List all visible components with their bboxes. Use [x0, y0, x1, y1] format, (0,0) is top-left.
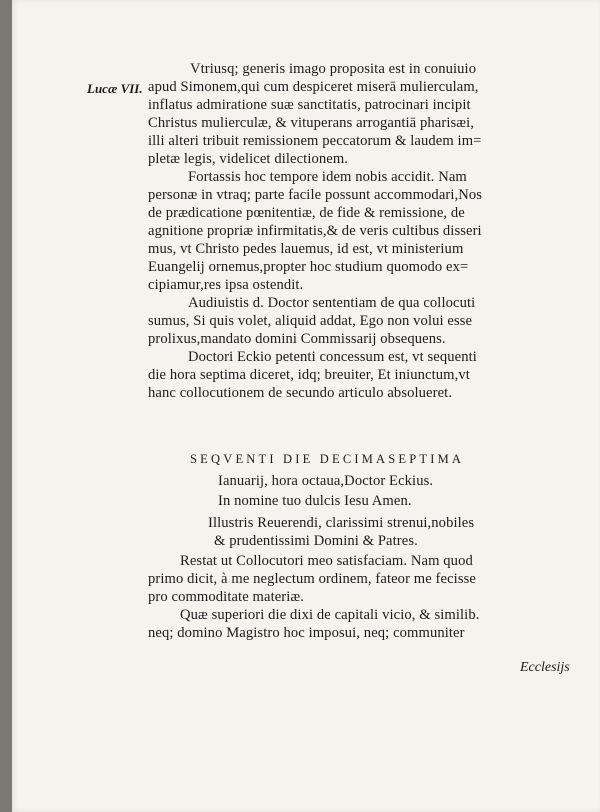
text-line: die hora septima diceret, idq; breuiter, Et iniunctum,vt: [148, 367, 470, 383]
text-line: neq; domino Magistro hoc imposui, neq; communiter: [148, 625, 465, 641]
page-text: [12, 0, 600, 812]
text-line: Doctori Eckio petenti concessum est, vt sequenti: [188, 349, 477, 365]
subheading-line: Illustris Reuerendi, clarissimi strenui,nobiles: [208, 515, 475, 531]
text-line: pletæ legis, videlicet dilectionem.: [148, 151, 349, 167]
text-line: personæ in vtraq; parte facile possunt accommodari,Nos: [148, 187, 483, 203]
text-line: hanc collocutionem de secundo articulo absolueret.: [148, 385, 453, 401]
subheading-line: In nomine tuo dulcis Iesu Amen.: [218, 493, 412, 509]
text-line: Audiuistis d. Doctor sententiam de qua collocuti: [188, 295, 476, 311]
section-heading: SEQVENTI DIE DECIMASEPTIMA: [190, 452, 465, 466]
text-line: primo dicit, à me neglectum ordinem, fateor me fecisse: [148, 571, 476, 587]
text-line: cipiamur,res ipsa ostendit.: [148, 277, 304, 293]
text-line: pro commoditate materiæ.: [148, 589, 304, 605]
text-line: mus, vt Christo pedes lauemus, id est, vt ministerium: [148, 241, 464, 257]
subheading-line: & prudentissimi Domini & Patres.: [214, 533, 418, 549]
text-line: prolixus,mandato domini Commissarij obsequens.: [148, 331, 446, 347]
subheading-line: Ianuarij, hora octaua,Doctor Eckius.: [218, 473, 434, 489]
text-line: de prædicatione pœnitentiæ, de fide & remissione, de: [148, 205, 465, 221]
text-line: Euangelij ornemus,propter hoc studium quomodo ex=: [148, 259, 469, 275]
marginal-note: Lucæ VII.: [87, 81, 143, 96]
text-line: illi alteri tribuit remissionem peccatorum & laudem im=: [148, 133, 482, 149]
text-line: Restat ut Collocutori meo satisfaciam. Nam quod: [180, 553, 473, 569]
text-line: apud Simonem,qui cum despiceret miserā mulierculam,: [148, 79, 479, 95]
text-line: agnitione propriæ infirmitatis,& de veris cultibus disseri: [148, 223, 482, 239]
text-line: sumus, Si quis volet, aliquid addat, Ego non volui esse: [148, 313, 473, 329]
text-line: Christus mulierculæ, & vituperans arrogantiā pharisæi,: [148, 115, 474, 131]
catchword: Ecclesijs: [520, 660, 570, 675]
text-line: Quæ superiori die dixi de capitali vicio, & similib.: [180, 607, 480, 623]
text-line: Fortassis hoc tempore idem nobis accidit. Nam: [188, 169, 467, 185]
text-line: inflatus admiratione suæ sanctitatis, patrocinari incipit: [148, 97, 471, 113]
book-page: [12, 0, 600, 812]
text-line: Vtriusq; generis imago proposita est in conuiuio: [190, 61, 477, 77]
